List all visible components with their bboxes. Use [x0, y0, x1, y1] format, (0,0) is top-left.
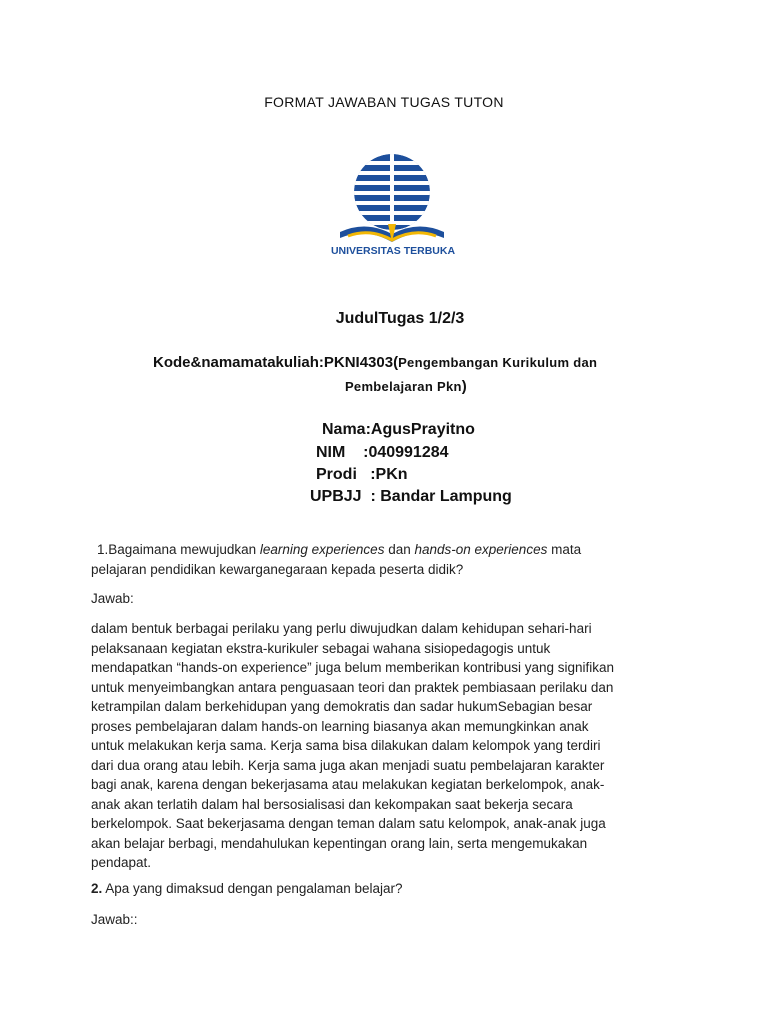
course-code-line [153, 354, 597, 371]
question-1 [91, 540, 691, 579]
answer-1-line: mendapatkan “hands-on experience” juga belum memberikan kontribusi yang signifikan [91, 660, 615, 675]
answer-1-line: pendapat. [91, 855, 152, 870]
answer-1-line: dalam bentuk berbagai perilaku yang perlu diwujudkan dalam kehidupan sehari-hari [91, 621, 592, 636]
answer-1-body [91, 619, 691, 873]
course-name-part2: Pembelajaran Pkn [344, 379, 462, 394]
globe-icon [350, 150, 434, 234]
answer-1-line: bagi anak, karena dengan bekerjasama atau melakukan kegiatan berkelompok, anak- [91, 777, 605, 792]
answer-1-line: untuk melakukan kerja sama. Kerja sama bisa dilakukan dalam kelompok yang terdiri [91, 738, 601, 753]
logo-wordmark: UNIVERSITAS TERBUKA [330, 245, 456, 257]
question-1-term-learning: learning experiences [259, 542, 385, 557]
book-icon [340, 224, 444, 242]
question-2-text: Apa yang dimaksud dengan pengalaman belajar? [102, 881, 403, 896]
course-name-close: ) [461, 378, 468, 395]
question-1-mid: dan [384, 542, 415, 557]
answer-1-line: ketrampilan dalam berkehidupan yang demokratis dan sadar hukumSebagian besar [91, 699, 593, 714]
answer-1-line: untuk menyeimbangkan antara penguasaan teori dan praktek pembiasaan perilaku dan [91, 679, 614, 695]
student-name: Nama:AgusPrayitno [322, 421, 475, 438]
format-title: FORMAT JAWABAN TUGAS TUTON [264, 94, 504, 110]
question-1-suffix: mata [547, 542, 582, 557]
answer-1-line: dari dua orang atau lebih. Kerja sama juga akan menjadi suatu pembelajaran karakter [91, 757, 605, 773]
question-2 [91, 879, 691, 899]
question-1-term-handson: hands-on experiences [414, 542, 548, 557]
answer-1-line: anak akan terlatih dalam hal bersosialisasi dan kekompakan saat bekerja secara [91, 796, 573, 812]
question-1-prefix: 1.Bagaimana mewujudkan [97, 542, 260, 557]
student-upbjj: UPBJJ : Bandar Lampung [310, 488, 512, 505]
answer-1-line: pelaksanaan kegiatan ekstra-kurikuler sebagai wahana sisiopedagogis untuk [91, 640, 551, 656]
student-nim: NIM :040991284 [316, 444, 449, 461]
answer-1-line: proses pembelajaran dalam hands-on learning biasanya akan memungkinkan anak [91, 718, 589, 734]
course-name-line2 [0, 378, 768, 395]
answer-2-label: Jawab:: [91, 912, 138, 927]
answer-1-line: berkelompok. Saat bekerjasama dengan teman dalam satu kelompok, anak-anak juga [91, 816, 606, 831]
question-2-number: 2. [91, 881, 103, 896]
universitas-terbuka-logo [330, 150, 454, 260]
assignment-title: JudulTugas 1/2/3 [335, 310, 465, 327]
course-name-part1: Pengembangan Kurikulum dan [398, 355, 598, 370]
answer-1-label: Jawab: [91, 591, 134, 606]
student-prodi: Prodi :PKn [316, 466, 408, 483]
question-1-line2: pelajaran pendidikan kewarganegaraan kepada peserta didik? [91, 561, 464, 577]
answer-1-line: akan belajar berbagi, mendahulukan kepentingan orang lain, serta mengemukakan [91, 835, 588, 851]
course-code-label: Kode&namamatakuliah:PKNI4303( [153, 354, 399, 371]
